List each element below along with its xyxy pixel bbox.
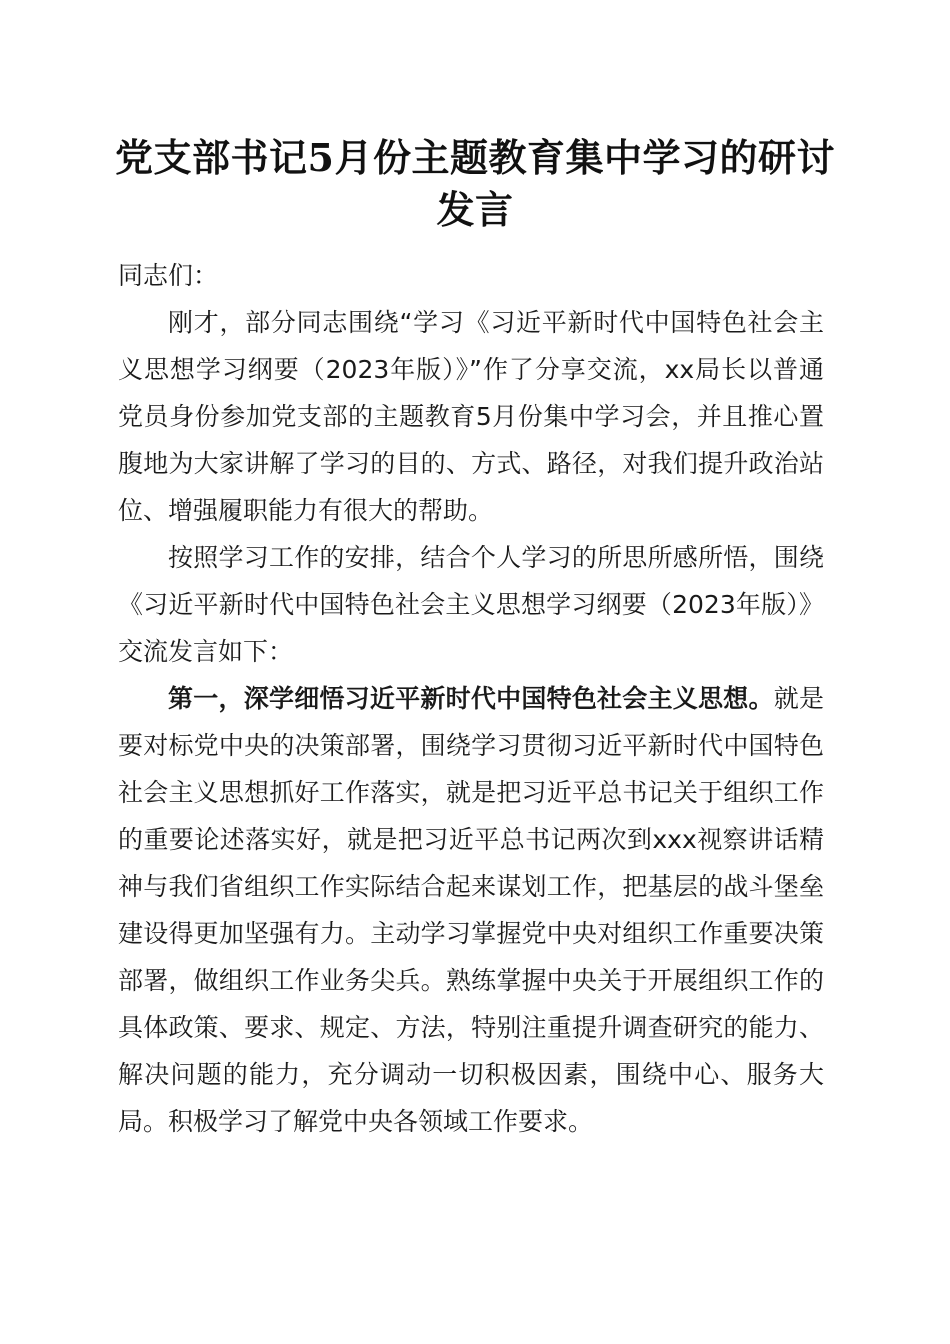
paragraph-2: 按照学习工作的安排，结合个人学习的所思所感所悟，围绕《习近平新时代中国特色社会主义思想学习纲要（2023年版）》交流发言如下： [118, 543, 824, 666]
salutation: 同志们： [118, 261, 219, 290]
paragraph-3 [118, 675, 824, 1145]
document-body [118, 252, 824, 1145]
paragraph-3-text: 就是要对标党中央的决策部署，围绕学习贯彻习近平新时代中国特色社会主义思想抓好工作落实，就是把习近平总书记关于组织工作的重要论述落实好，就是把习近平总书记两次到xxx视察讲话精神与我们省组织工作实际结合起来谋划工作，把基层的战斗堡垒建设得更加坚强有力。主动学习掌握党中央对组织工作重要决策部署，做组织工作业务尖兵。熟练掌握中央关于开展组织工作的具体政策、要求、规定、方法，特别注重提升调查研究的能力、解决问题的能力，充分调动一切积极因素，围绕中心、服务大局。积极学习了解党中央各领域工作要求。 [118, 684, 824, 1136]
paragraph-3-lead: 第一，深学细悟习近平新时代中国特色社会主义思想。 [168, 684, 774, 713]
document-title: 党支部书记5月份主题教育集中学习的研讨发言 [115, 135, 835, 232]
paragraph-1: 刚才，部分同志围绕“学习《习近平新时代中国特色社会主义思想学习纲要（2023年版）》”作了分享交流，xx局长以普通党员身份参加党支部的主题教育5月份集中学习会，并且推心置腹地为大家讲解了学习的目的、方式、路径，对我们提升政治站位、增强履职能力有很大的帮助。 [118, 308, 824, 525]
